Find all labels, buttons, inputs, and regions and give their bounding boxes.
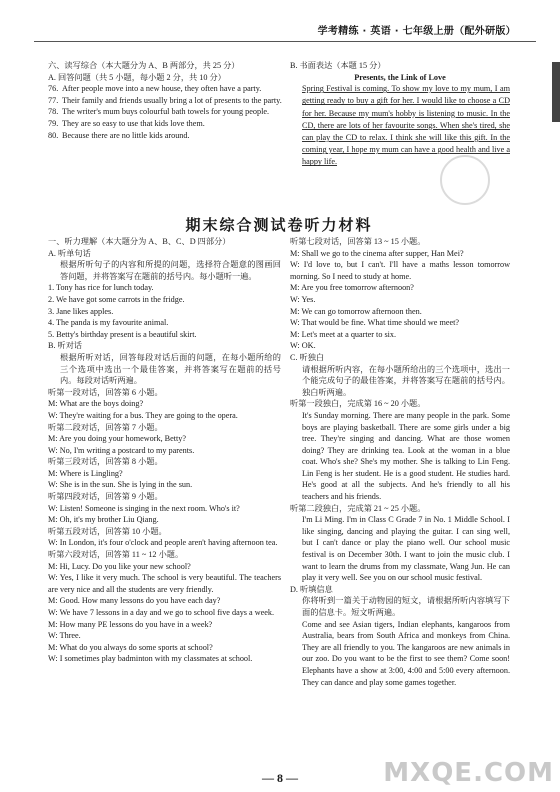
listening-left-column [48, 236, 281, 665]
section-heading: 六、读写综合（本大题分为 A、B 两部分，共 25 分） [48, 61, 240, 70]
text-line: M: What do you always do some sports at school? [48, 642, 213, 652]
text-line: 听第一段对话，回答第 6 小题。 [48, 387, 163, 397]
text-line: W: OK. [290, 341, 316, 351]
answer-item [48, 130, 283, 142]
text-line: 1. Tony has rice for lunch today. [48, 283, 154, 293]
answer-number: 80. [48, 130, 59, 140]
text-line: W: No, I'm writing a postcard to my parents. [48, 445, 195, 455]
text-line: M: Good. How many lessons do you have each day? [48, 596, 221, 606]
text-line: W: I sometimes play badminton with my classmates at school. [48, 654, 253, 664]
part-b-heading: B. 书面表达（本题 15 分） [290, 61, 386, 70]
answer-number: 78. [48, 107, 59, 117]
essay-title: Presents, the Link of Love [354, 72, 446, 82]
text-line: M: Shall we go to the cinema after supper, Han Mei? [290, 248, 464, 258]
text-line: 听第四段对话，回答第 9 小题。 [48, 492, 163, 502]
text-line: M: Where is Lingling? [48, 468, 123, 478]
text-line: C. 听独白 [290, 352, 325, 362]
answer-text: After people move into a new house, they often have a party. [62, 84, 262, 94]
text-line: W: They're waiting for a bus. They are going to the opera. [48, 410, 238, 420]
text-line: 听第一段独白，完成第 16 ~ 20 小题。 [290, 399, 426, 409]
text-line: W: Yes. [290, 294, 316, 304]
text-line: I'm Li Ming. I'm in Class C Grade 7 in No. 1 Middle School. I like singing, dancing and playing the guitar. I can sing well, but I can't dance or play the piano well. Our school music festival is on December 30th. I want to join the music club. I want to learn the drums from my classmate, Wang Jun. He can play it very well. See you on our school music festival. [302, 515, 510, 583]
page-title: 期末综合测试卷听力材料 [185, 216, 373, 234]
text-line: W: Yes, I like it very much. The school is very beautiful. The teachers are very nice and all the students are very friendly. [48, 573, 281, 594]
essay-section [290, 60, 510, 169]
text-line: Come and see Asian tigers, Indian elephants, kangaroos from Australia, bears from South Africa and monkeys from China. They are all friendly to you. The kangaroos are new animals in our zoo. Do you want to be the first to see them? Come soon! Elephants have a show at 3:00, 4:00 and 5:00 every afternoon. They can dance and play some games together. [302, 619, 510, 687]
text-line: M: Let's meet at a quarter to six. [290, 329, 397, 339]
text-line: D. 听填信息 [290, 584, 333, 594]
answer-text: The writer's mum buys colourful bath towels for young people. [62, 107, 270, 117]
header-title: 学考精练 · 英语 · 七年级上册（配外研版） [317, 26, 516, 37]
answer-number: 79. [48, 118, 59, 128]
text-line: 你将听到一篇关于动物园的短文，请根据所听内容填写下面的信息卡。短文听两遍。 [302, 596, 510, 617]
text-line: 5. Betty's birthday present is a beautiful skirt. [48, 329, 197, 339]
essay-body: Spring Festival is coming. To show my love to my mum, I am getting ready to buy a gift for her. I would like to choose a CD for her. Because my mum's hobby is listening to music. In the CD, there are lots of her favourite songs. When she's tired, she can play the CD to relax. I think she will like this gift. In the coming year, I hope my mum can have a good health and live a happy life. [302, 84, 510, 167]
text-line: M: Are you free tomorrow afternoon? [290, 283, 414, 293]
answer-item [48, 83, 283, 95]
text-line: W: That would be fine. What time should we meet? [290, 318, 460, 328]
text-line: 听第三段对话，回答第 8 小题。 [48, 457, 163, 467]
text-line: W: Listen! Someone is singing in the next room. Who's it? [48, 503, 240, 513]
text-line: 3. Jane likes apples. [48, 306, 114, 316]
text-line: 听第七段对话，回答第 13 ~ 15 小题。 [290, 237, 426, 246]
text-line: M: How many PE lessons do you have in a week? [48, 619, 213, 629]
page-header [34, 20, 536, 42]
text-line: It's Sunday morning. There are many people in the park. Some boys are playing basketball. There are some girls under a big tree. They're singing and dancing. What are those women doing? They are drinking tea. Look at the woman in a blue coat. Who's she? She's my mother. She is talking to Lin Feng. Lin Feng is her student. He is a good student. He studies hard. He's good at all the subjects. And he's friendly to all his teachers and his friends. [302, 410, 510, 502]
text-line: 听第二段独白，完成第 21 ~ 25 小题。 [290, 503, 426, 513]
text-line: 2. We have got some carrots in the fridge. [48, 294, 185, 304]
answers-section [48, 60, 283, 141]
text-line: W: I'd love to, but I can't. I'll have a maths lesson tomorrow morning. So I need to study at home. [290, 260, 510, 281]
part-a-heading: A. 回答问题（共 5 小题，每小题 2 分，共 10 分） [48, 72, 226, 82]
text-line: 听第二段对话，回答第 7 小题。 [48, 422, 163, 432]
watermark-logo: MXQE.COM [383, 758, 554, 788]
side-tab-marker [552, 62, 560, 122]
text-line: W: She is in the sun. She is lying in the sun. [48, 480, 193, 490]
text-line: 根据所听句子的内容和所提的问题，选择符合题意的图画回答问题，并将答案写在题前的括号内。每小题听一遍。 [60, 260, 281, 281]
text-line: M: Oh, it's my brother Liu Qiang. [48, 515, 159, 525]
text-line: W: We have 7 lessons in a day and we go to school five days a week. [48, 608, 275, 617]
text-line: M: What are the boys doing? [48, 399, 144, 409]
text-line: M: Are you doing your homework, Betty? [48, 434, 187, 444]
text-line: B. 听对话 [48, 341, 83, 351]
page-number: — 8 — [262, 771, 298, 785]
text-line: 请根据所听内容，在每小题所给出的三个选项中，选出一个能完成句子的最佳答案，并将答案写在题前的括号内。独白听两遍。 [302, 364, 510, 397]
stamp-mark [440, 155, 490, 205]
answer-number: 77. [48, 95, 59, 105]
answer-number: 76. [48, 84, 59, 94]
answer-item [48, 106, 283, 118]
answer-item [48, 118, 283, 130]
answer-list [48, 83, 283, 141]
answer-text: Their family and friends usually bring a lot of presents to the party. [62, 95, 282, 105]
text-line: 听第五段对话，回答第 10 小题。 [48, 526, 167, 536]
text-line: M: Hi, Lucy. Do you like your new school? [48, 561, 191, 571]
text-line: 根据所听对话，回答每段对话后面的问题，在每小题所给的三个选项中选出一个最佳答案，并将答案写在题前的括号内。每段对话听两遍。 [60, 352, 281, 386]
text-line: A. 听单句话 [48, 248, 91, 258]
text-line: M: We can go tomorrow afternoon then. [290, 306, 422, 316]
answer-text: Because there are no little kids around. [62, 130, 190, 140]
listening-right-column [290, 236, 510, 688]
answer-item [48, 95, 283, 107]
text-line: 一、听力理解（本大题分为 A、B、C、D 四部分） [48, 237, 231, 246]
answer-text: They are so easy to use that kids love them. [62, 118, 205, 128]
text-line: 听第六段对话，回答第 11 ~ 12 小题。 [48, 550, 184, 560]
text-line: W: Three. [48, 631, 81, 641]
text-line: W: In London, it's four o'clock and people aren't having afternoon tea. [48, 538, 278, 548]
text-line: 4. The panda is my favourite animal. [48, 318, 169, 328]
